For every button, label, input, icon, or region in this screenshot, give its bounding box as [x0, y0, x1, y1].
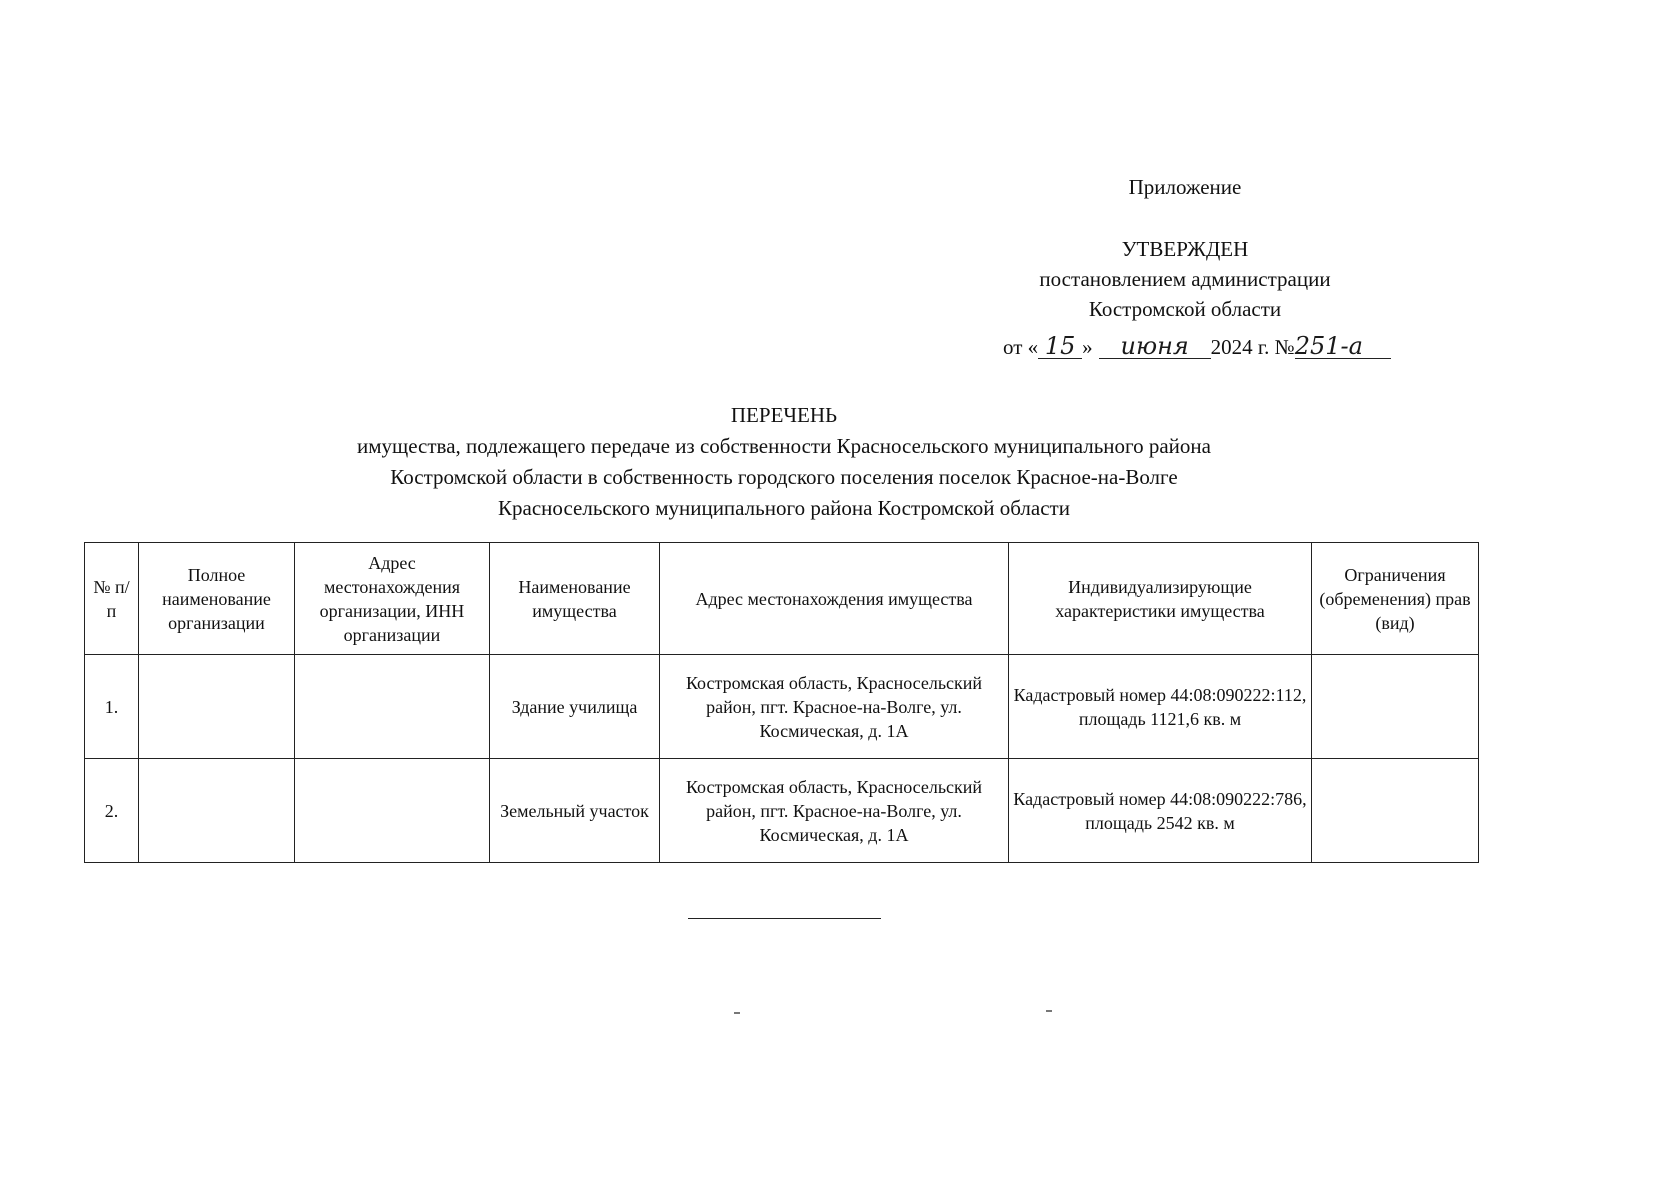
appendix-label: Приложение	[1128, 175, 1242, 199]
scan-speck	[1046, 1010, 1052, 1012]
property-address-cell: Костромская область, Красносельский район, пгт. Красное-на-Волге, ул. Космическая, д. 1А	[660, 759, 1009, 863]
header-number: № п/п	[85, 543, 139, 655]
property-address-cell: Костромская область, Красносельский район, пгт. Красное-на-Волге, ул. Космическая, д. 1А	[660, 655, 1009, 759]
table-row	[85, 759, 1479, 863]
year-suffix: 2024 г. №	[1210, 335, 1295, 359]
heading-line-2: Костромской области в собственность городского поселения поселок Красное-на-Волге	[390, 465, 1178, 489]
org-name-cell	[139, 655, 295, 759]
heading-line-1: имущества, подлежащего передаче из собственности Красносельского муниципального района	[357, 434, 1211, 458]
approval-date-line	[1003, 332, 1391, 362]
property-name-cell: Земельный участок	[490, 759, 660, 863]
org-name-cell	[139, 759, 295, 863]
approved-label: УТВЕРЖДЕН	[1121, 237, 1249, 261]
approved-by-line: постановлением администрации	[1039, 267, 1331, 291]
property-table	[84, 542, 1479, 863]
heading-line-3: Красносельского муниципального района Костромской области	[498, 496, 1070, 520]
approved-region: Костромской области	[1088, 297, 1282, 321]
org-address-cell	[295, 655, 490, 759]
property-name-cell: Здание училища	[490, 655, 660, 759]
org-address-cell	[295, 759, 490, 863]
closing-rule	[688, 918, 881, 919]
header-org-address: Адрес местонахождения организации, ИНН организации	[295, 543, 490, 655]
handwritten-day: 15	[1038, 334, 1082, 359]
header-characteristics: Индивидуализирующие характеристики имущества	[1009, 543, 1312, 655]
header-restrictions: Ограничения (обременения) прав (вид)	[1312, 543, 1479, 655]
row-number: 1.	[85, 655, 139, 759]
date-mid: »	[1082, 335, 1093, 359]
header-property-name: Наименование имущества	[490, 543, 660, 655]
header-property-address: Адрес местонахождения имущества	[660, 543, 1009, 655]
document-title: ПЕРЕЧЕНЬ	[730, 403, 838, 427]
row-number: 2.	[85, 759, 139, 863]
restrictions-cell	[1312, 759, 1479, 863]
characteristics-cell: Кадастровый номер 44:08:090222:786, площадь 2542 кв. м	[1009, 759, 1312, 863]
scan-speck	[734, 1012, 740, 1014]
date-prefix: от «	[1003, 335, 1039, 359]
table-header-row	[85, 543, 1479, 655]
table-row	[85, 655, 1479, 759]
handwritten-month: июня	[1099, 334, 1211, 359]
approval-block	[960, 172, 1410, 324]
restrictions-cell	[1312, 655, 1479, 759]
document-heading	[0, 400, 1568, 524]
header-org-name: Полное наименование организации	[139, 543, 295, 655]
handwritten-number: 251-а	[1295, 334, 1391, 359]
characteristics-cell: Кадастровый номер 44:08:090222:112, площадь 1121,6 кв. м	[1009, 655, 1312, 759]
